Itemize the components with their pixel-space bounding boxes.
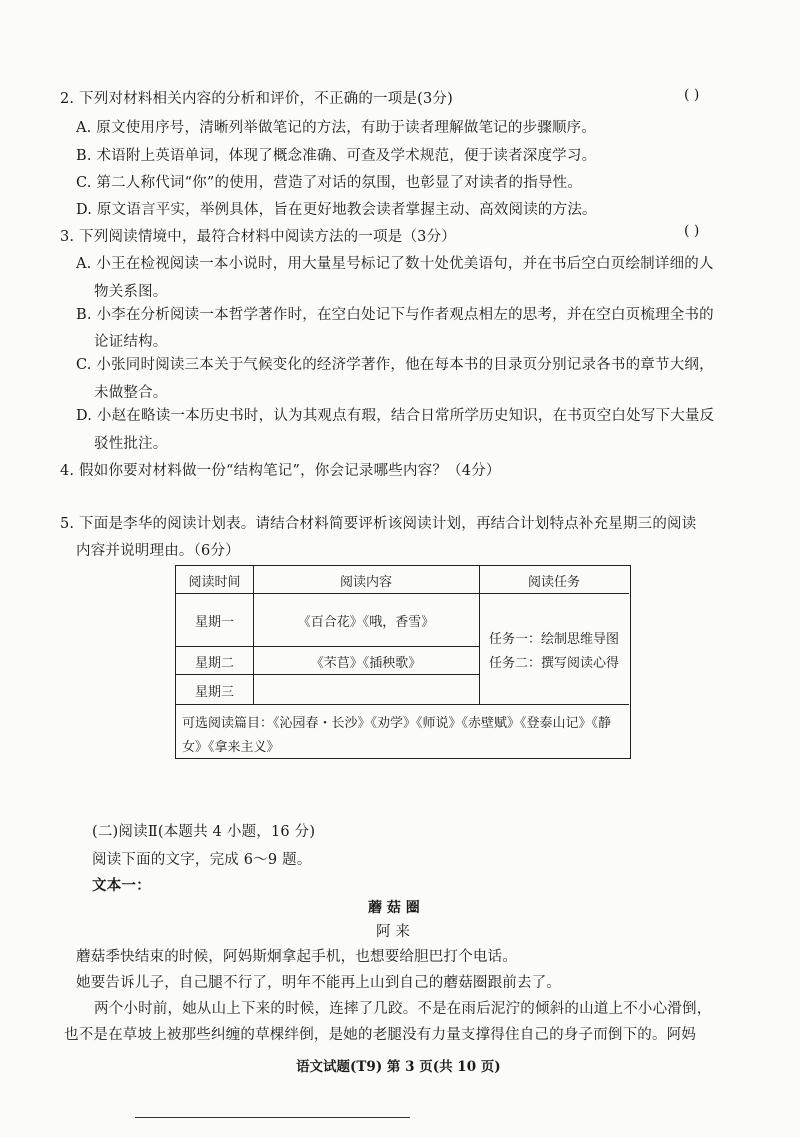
q3-option-b-line2: 论证结构。 bbox=[94, 334, 168, 350]
table-row-divider bbox=[176, 674, 479, 675]
section2-heading: (二)阅读Ⅱ(本题共 4 小题，16 分) bbox=[92, 824, 316, 840]
story-paragraph-3-line2: 也不是在草坡上被那些纠缠的草棵绊倒，是她的老腿没有力量支撑得住自己的身子而倒下的。阿妈 bbox=[64, 1027, 697, 1043]
page-footer: 语文试题(T9) 第 3 页(共 10 页) bbox=[296, 1059, 501, 1075]
q3-option-b-line1: B. 小李在分析阅读一本哲学著作时，在空白处记下与作者观点相左的思考，并在空白页梳理全书的 bbox=[76, 307, 714, 323]
table-optional-readings-line1: 可选阅读篇目：《沁园春・长沙》《劝学》《师说》《赤壁赋》《登泰山记》《静 bbox=[182, 716, 612, 731]
q4-stem: 4. 假如你要对材料做一份“结构笔记”，你会记录哪些内容？（4分） bbox=[60, 463, 501, 479]
q5-stem-line2: 内容并说明理由。（6分） bbox=[76, 543, 240, 559]
story-author: 阿 来 bbox=[376, 924, 411, 940]
q2-option-c: C. 第二人称代词“你”的使用，营造了对话的氛围，也彰显了对读者的指导性。 bbox=[76, 175, 583, 191]
q3-option-a-line2: 物关系图。 bbox=[94, 284, 168, 300]
q3-option-d-line1: D. 小赵在略读一本历史书时，认为其观点有瑕，结合日常所学历史知识，在书页空白处写下大量反 bbox=[76, 408, 715, 424]
q3-answer-bracket: ( ) bbox=[684, 223, 700, 239]
q3-option-d-line2: 驳性批注。 bbox=[94, 436, 168, 452]
table-header-time: 阅读时间 bbox=[188, 575, 241, 590]
q3-option-a-line1: A. 小王在检视阅读一本小说时，用大量星号标记了数十处优美语句，并在书后空白页绘制详细的人 bbox=[76, 256, 714, 272]
q2-answer-bracket: ( ) bbox=[684, 87, 700, 103]
table-task-1: 任务一：绘制思维导图 bbox=[488, 632, 619, 647]
story-paragraph-1: 蘑菇季快结束的时候，阿妈斯炯拿起手机，也想要给胆巴打个电话。 bbox=[76, 949, 517, 965]
table-header-content: 阅读内容 bbox=[339, 575, 392, 590]
bottom-rule bbox=[135, 1117, 410, 1118]
q2-option-b: B. 术语附上英语单词，体现了概念准确、可查及学术规范，便于读者深度学习。 bbox=[76, 148, 597, 164]
table-header-divider bbox=[176, 593, 629, 594]
story-paragraph-3-line1: 两个小时前，她从山上下来的时候，连摔了几跤。不是在雨后泥泞的倾斜的山道上不小心滑倒， bbox=[94, 1001, 712, 1017]
table-day-monday: 星期一 bbox=[194, 615, 234, 630]
table-content-monday: 《百合花》《哦，香雪》 bbox=[297, 615, 435, 630]
q2-option-a: A. 原文使用序号，清晰列举做笔记的方法，有助于读者理解做笔记的步骤顺序。 bbox=[76, 120, 597, 136]
table-row-divider bbox=[176, 646, 479, 647]
q2-option-d: D. 原文语言平实，举例具体，旨在更好地教会读者掌握主动、高效阅读的方法。 bbox=[76, 202, 597, 218]
table-task-2: 任务二：撰写阅读心得 bbox=[488, 656, 619, 671]
q3-stem: 3. 下列阅读情境中，最符合材料中阅读方法的一项是（3分） bbox=[60, 229, 456, 245]
table-day-wednesday: 星期三 bbox=[194, 685, 234, 700]
table-content-tuesday: 《芣苢》《插秧歌》 bbox=[310, 656, 422, 671]
q3-option-c-line1: C. 小张同时阅读三本关于气候变化的经济学著作，他在每本书的目录页分别记录各书的章节大纲， bbox=[76, 357, 714, 373]
text-one-label: 文本一： bbox=[92, 877, 151, 894]
story-paragraph-2: 她要告诉儿子，自己腿不行了，明年不能再上山到自己的蘑菇圈跟前去了。 bbox=[76, 975, 562, 991]
table-note-divider bbox=[176, 704, 629, 705]
q5-stem-line1: 5. 下面是李华的阅读计划表。请结合材料简要评析该阅读计划，再结合计划特点补充星期三的阅读 bbox=[60, 516, 697, 532]
table-optional-readings-line2: 女》《拿来主义》 bbox=[182, 740, 280, 755]
section2-instruction: 阅读下面的文字，完成 6～9 题。 bbox=[92, 852, 312, 868]
q2-stem: 2. 下列对材料相关内容的分析和评价，不正确的一项是(3分) bbox=[60, 91, 453, 107]
table-header-task: 阅读任务 bbox=[527, 575, 580, 590]
table-day-tuesday: 星期二 bbox=[194, 656, 234, 671]
q3-option-c-line2: 未做整合。 bbox=[94, 385, 168, 401]
reading-plan-table bbox=[175, 565, 631, 759]
story-title: 蘑 菇 圈 bbox=[368, 900, 420, 916]
